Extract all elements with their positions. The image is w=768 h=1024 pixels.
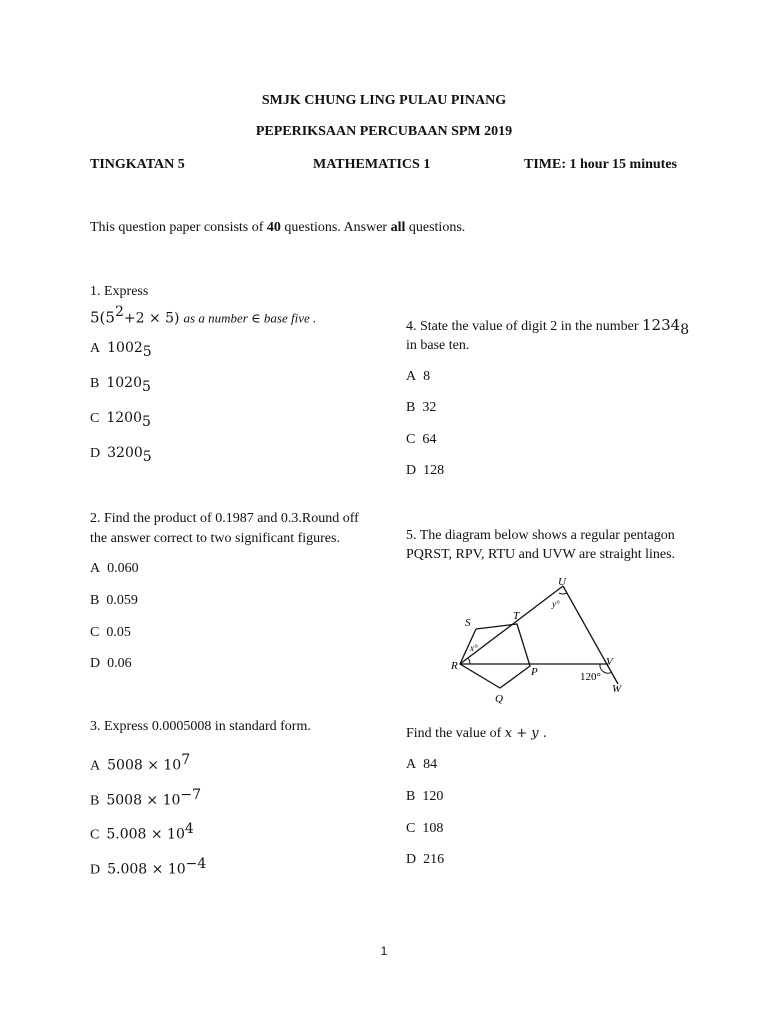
q2-option-d[interactable]: D 0.06 xyxy=(90,656,132,671)
q3-option-a[interactable]: A $5008 \times 10^7$ xyxy=(90,752,191,774)
form-label: TINGKATAN 5 xyxy=(90,157,185,172)
label-p: P xyxy=(531,666,538,678)
q4-option-b[interactable]: B 32 xyxy=(406,400,437,415)
q2-option-a[interactable]: A 0.060 xyxy=(90,561,139,576)
q2-option-c[interactable]: C 0.05 xyxy=(90,625,131,640)
q4-option-a[interactable]: A 8 xyxy=(406,369,431,384)
exam-title: PEPERIKSAAN PERCUBAAN SPM 2019 xyxy=(255,124,513,139)
q1-option-d[interactable]: D $3200_5$ xyxy=(90,445,152,465)
time-label: TIME: 1 hour 15 minutes xyxy=(524,157,677,172)
q5-option-b[interactable]: B 120 xyxy=(406,789,444,804)
label-x-angle: x° xyxy=(470,643,478,653)
label-t: T xyxy=(513,610,520,622)
q5-option-c[interactable]: C 108 xyxy=(406,821,444,836)
label-u: U xyxy=(558,576,566,588)
q2-prompt-line2: the answer correct to two significant figures. xyxy=(90,531,340,546)
label-s: S xyxy=(465,617,471,629)
page-number: 1 xyxy=(380,944,388,958)
q4-prompt-line2: in base ten. xyxy=(406,338,470,353)
label-120-angle: 120° xyxy=(580,671,601,683)
q4-option-c[interactable]: C 64 xyxy=(406,432,437,447)
label-r: R xyxy=(451,660,458,672)
instructions: This question paper consists of 40 questions. Answer all questions. xyxy=(90,220,466,235)
label-q: Q xyxy=(495,693,503,705)
label-y-angle: y° xyxy=(552,599,560,609)
q4-option-d[interactable]: D 128 xyxy=(406,463,445,478)
label-v: V xyxy=(606,656,613,668)
q4-prompt-line1: 4. State the value of digit 2 in the number $1234_8$ xyxy=(406,316,690,338)
q3-option-b[interactable]: B $5008 \times 10^{-7}$ xyxy=(90,787,202,809)
label-w: W xyxy=(612,683,622,695)
school-name: SMJK CHUNG LING PULAU PINANG xyxy=(261,93,507,108)
angle-mark-x xyxy=(468,658,470,664)
q5-option-a[interactable]: A 84 xyxy=(406,757,438,772)
q3-option-d[interactable]: D $5.008 \times 10^{-4}$ xyxy=(90,856,207,878)
q3-option-c[interactable]: C $5.008 \times 10^4$ xyxy=(90,821,194,843)
q5-find: Find the value of x + y . xyxy=(406,726,547,741)
q3-prompt: 3. Express 0.0005008 in standard form. xyxy=(90,719,311,734)
angle-mark-y xyxy=(559,593,567,594)
question-count: 40 xyxy=(266,220,281,235)
q1-expression: $5(5^2+2 \times 5)$ as a number ∈ base five . xyxy=(90,304,317,327)
pentagon-diagram xyxy=(446,572,636,706)
q2-prompt-line1: 2. Find the product of 0.1987 and 0.3.Round off xyxy=(90,511,359,526)
all-emphasis: all xyxy=(390,220,406,235)
q2-option-b[interactable]: B 0.059 xyxy=(90,593,138,608)
q1-option-b[interactable]: B $1020_5$ xyxy=(90,375,151,395)
q1-option-c[interactable]: C $1200_5$ xyxy=(90,410,151,430)
q5-option-d[interactable]: D 216 xyxy=(406,852,445,867)
q5-prompt-line2: PQRST, RPV, RTU and UVW are straight lines. xyxy=(406,547,676,562)
q1-prompt: 1. Express xyxy=(90,284,149,299)
subject-label: MATHEMATICS 1 xyxy=(313,157,431,172)
q1-option-a[interactable]: A $1002_5$ xyxy=(90,340,152,360)
q5-prompt-line1: 5. The diagram below shows a regular pentagon xyxy=(406,528,675,543)
